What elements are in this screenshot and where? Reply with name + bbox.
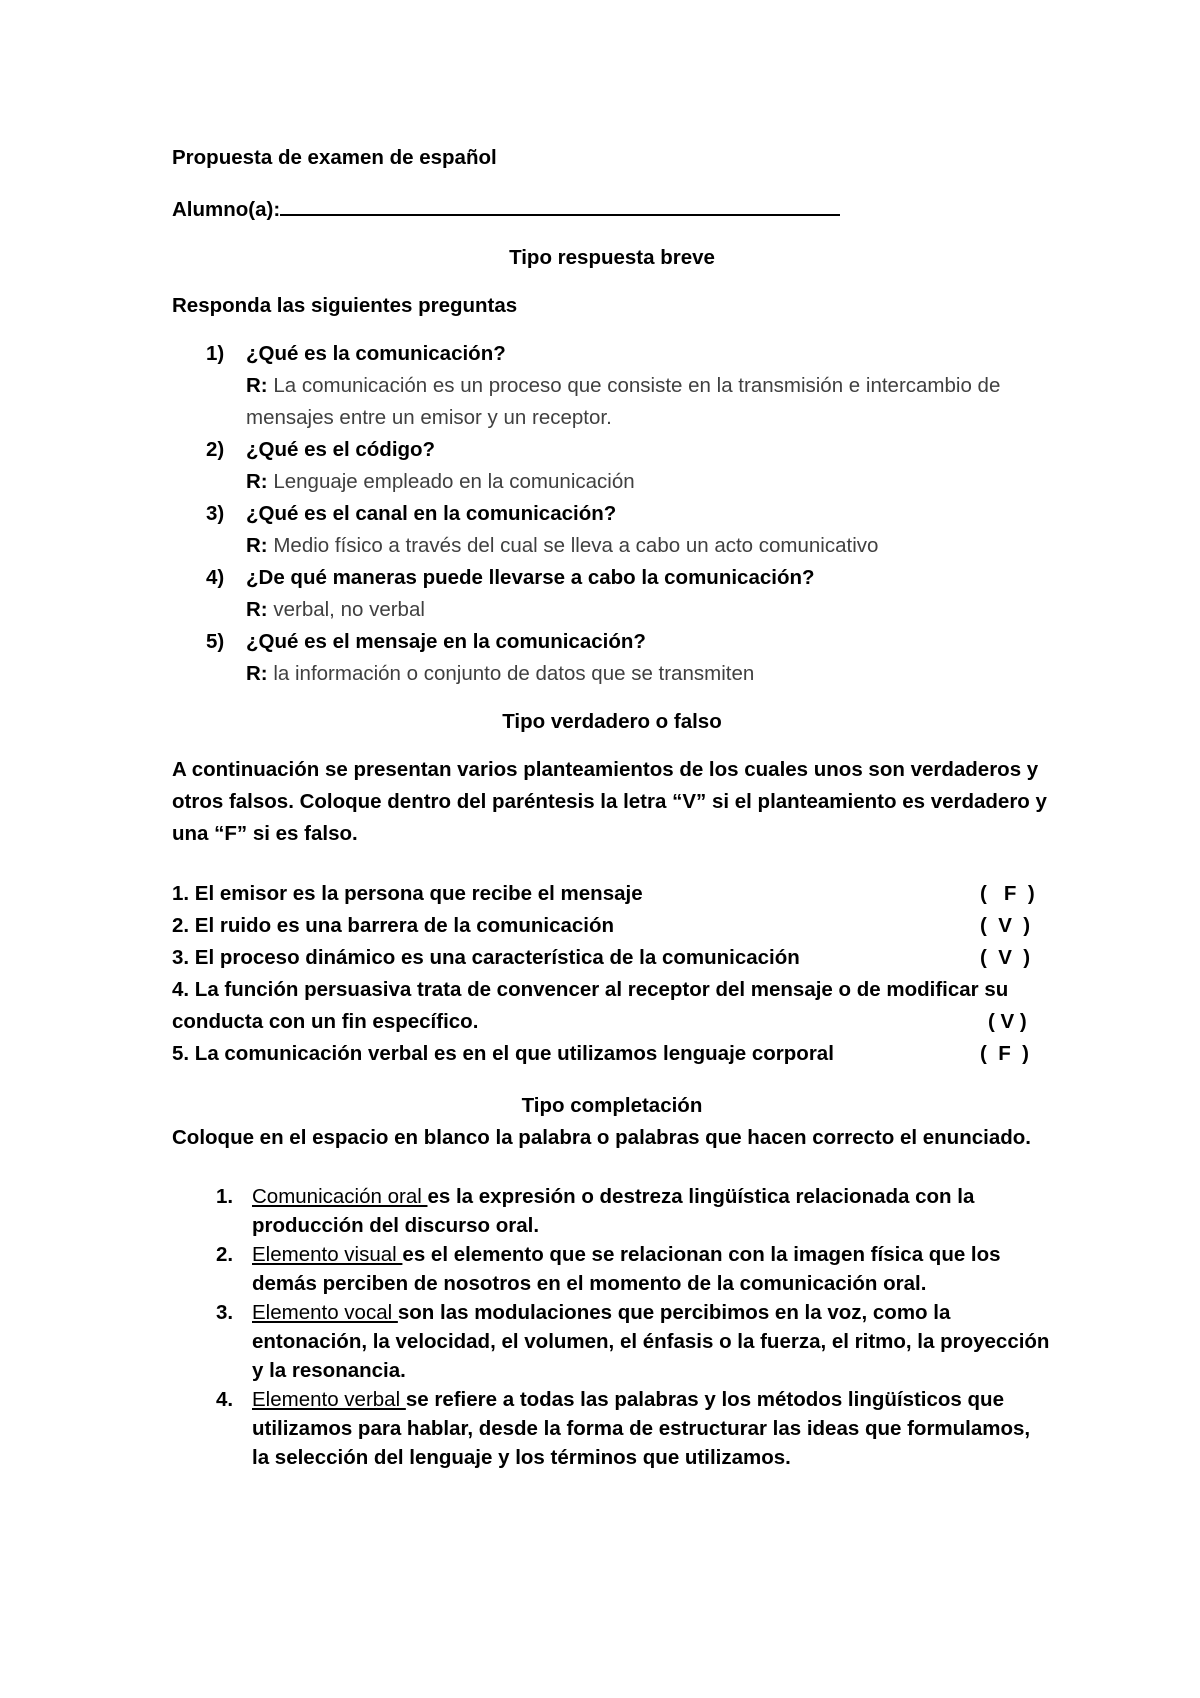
completion-number: 2. bbox=[216, 1243, 234, 1266]
question-item bbox=[172, 338, 1052, 434]
question-text: ¿Qué es el canal en la comunicación? bbox=[246, 502, 617, 525]
completion-heading: Tipo completación bbox=[521, 1094, 703, 1117]
answer-body: Lenguaje empleado en la comunicación bbox=[273, 470, 635, 493]
answer-text bbox=[246, 658, 1052, 690]
true-false-instruction: A continuación se presentan varios planteamientos de los cuales unos son verdaderos y otros falsos. Coloque dentro del paréntesis la letra “V” si el planteamiento es verdadero y una “F” si es falso. bbox=[172, 758, 1047, 845]
tf-answer: ( F ) bbox=[980, 882, 1035, 905]
completion-number: 3. bbox=[216, 1301, 234, 1324]
student-name-line bbox=[172, 190, 1052, 226]
completion-text: es la expresión o destreza lingüística relacionada con la producción del discurso oral. bbox=[252, 1185, 975, 1237]
short-answer-heading: Tipo respuesta breve bbox=[509, 246, 715, 269]
answer-body: Medio físico a través del cual se lleva a cabo un acto comunicativo bbox=[273, 534, 879, 557]
completion-text: son las modulaciones que percibimos en la voz, como la entonación, la velocidad, el volumen, el énfasis o la fuerza, el ritmo, la proyección y la resonancia. bbox=[252, 1301, 1050, 1382]
answer-label: R: bbox=[246, 662, 268, 685]
tf-answer: ( V ) bbox=[980, 946, 1031, 969]
answer-body: verbal, no verbal bbox=[273, 598, 425, 621]
true-false-heading: Tipo verdadero o falso bbox=[502, 710, 722, 733]
question-item bbox=[172, 434, 1052, 498]
completion-filled-blank: Elemento visual bbox=[252, 1243, 403, 1266]
question-number: 4) bbox=[206, 566, 225, 589]
completion-list bbox=[172, 1182, 1052, 1472]
question-text: ¿De qué maneras puede llevarse a cabo la comunicación? bbox=[246, 566, 815, 589]
student-label: Alumno(a): bbox=[172, 198, 281, 221]
tf-item bbox=[172, 942, 1052, 974]
tf-statement: 3. El proceso dinámico es una característica de la comunicación bbox=[172, 946, 800, 969]
completion-filled-blank: Comunicación oral bbox=[252, 1185, 428, 1208]
tf-answer: ( V ) bbox=[988, 1010, 1027, 1033]
answer-text bbox=[246, 466, 1052, 498]
question-number: 1) bbox=[206, 342, 225, 365]
question-text: ¿Qué es el código? bbox=[246, 438, 436, 461]
completion-item bbox=[172, 1240, 1052, 1298]
student-name-blank bbox=[280, 190, 840, 216]
answer-label: R: bbox=[246, 470, 268, 493]
tf-item bbox=[172, 1038, 1052, 1070]
question-number: 3) bbox=[206, 502, 225, 525]
question-text: ¿Qué es la comunicación? bbox=[246, 342, 506, 365]
answer-body: la información o conjunto de datos que se transmiten bbox=[273, 662, 755, 685]
completion-filled-blank: Elemento verbal bbox=[252, 1388, 406, 1411]
answer-text bbox=[246, 370, 1052, 434]
completion-number: 1. bbox=[216, 1185, 234, 1208]
tf-item bbox=[172, 878, 1052, 910]
question-number: 2) bbox=[206, 438, 225, 461]
completion-item bbox=[172, 1385, 1052, 1472]
answer-text bbox=[246, 530, 1052, 562]
tf-statement-line1: 4. La función persuasiva trata de convencer al receptor del mensaje o de modificar su bbox=[172, 978, 1009, 1001]
completion-text: es el elemento que se relacionan con la imagen física que los demás perciben de nosotros en el momento de la comunicación oral. bbox=[252, 1243, 1001, 1295]
tf-statement-line2: conducta con un fin específico. bbox=[172, 1010, 479, 1033]
exam-title: Propuesta de examen de español bbox=[172, 146, 497, 169]
completion-item bbox=[172, 1298, 1052, 1385]
completion-number: 4. bbox=[216, 1388, 234, 1411]
tf-statement: 5. La comunicación verbal es en el que utilizamos lenguaje corporal bbox=[172, 1042, 834, 1065]
short-answer-instruction: Responda las siguientes preguntas bbox=[172, 294, 518, 317]
short-answer-list bbox=[172, 338, 1052, 690]
tf-answer: ( F ) bbox=[980, 1042, 1029, 1065]
exam-page bbox=[172, 142, 1052, 1472]
question-item bbox=[172, 562, 1052, 626]
completion-item bbox=[172, 1182, 1052, 1240]
completion-instruction: Coloque en el espacio en blanco la palabra o palabras que hacen correcto el enunciado. bbox=[172, 1126, 1031, 1149]
completion-text: se refiere a todas las palabras y los métodos lingüísticos que utilizamos para hablar, desde la forma de estructurar las ideas que formulamos, la selección del lenguaje y los términos que utilizamos. bbox=[252, 1388, 1031, 1469]
tf-item bbox=[172, 974, 1052, 1038]
tf-statement: 2. El ruido es una barrera de la comunicación bbox=[172, 914, 615, 937]
completion-filled-blank: Elemento vocal bbox=[252, 1301, 398, 1324]
question-item bbox=[172, 498, 1052, 562]
answer-text bbox=[246, 594, 1052, 626]
answer-label: R: bbox=[246, 598, 268, 621]
tf-statement-row bbox=[172, 1006, 1052, 1038]
question-item bbox=[172, 626, 1052, 690]
question-number: 5) bbox=[206, 630, 225, 653]
question-text: ¿Qué es el mensaje en la comunicación? bbox=[246, 630, 646, 653]
tf-statement: 1. El emisor es la persona que recibe el mensaje bbox=[172, 882, 643, 905]
tf-answer: ( V ) bbox=[980, 914, 1031, 937]
answer-label: R: bbox=[246, 534, 268, 557]
answer-label: R: bbox=[246, 374, 268, 397]
tf-item bbox=[172, 910, 1052, 942]
answer-body: La comunicación es un proceso que consiste en la transmisión e intercambio de mensajes entre un emisor y un receptor. bbox=[246, 374, 1001, 429]
